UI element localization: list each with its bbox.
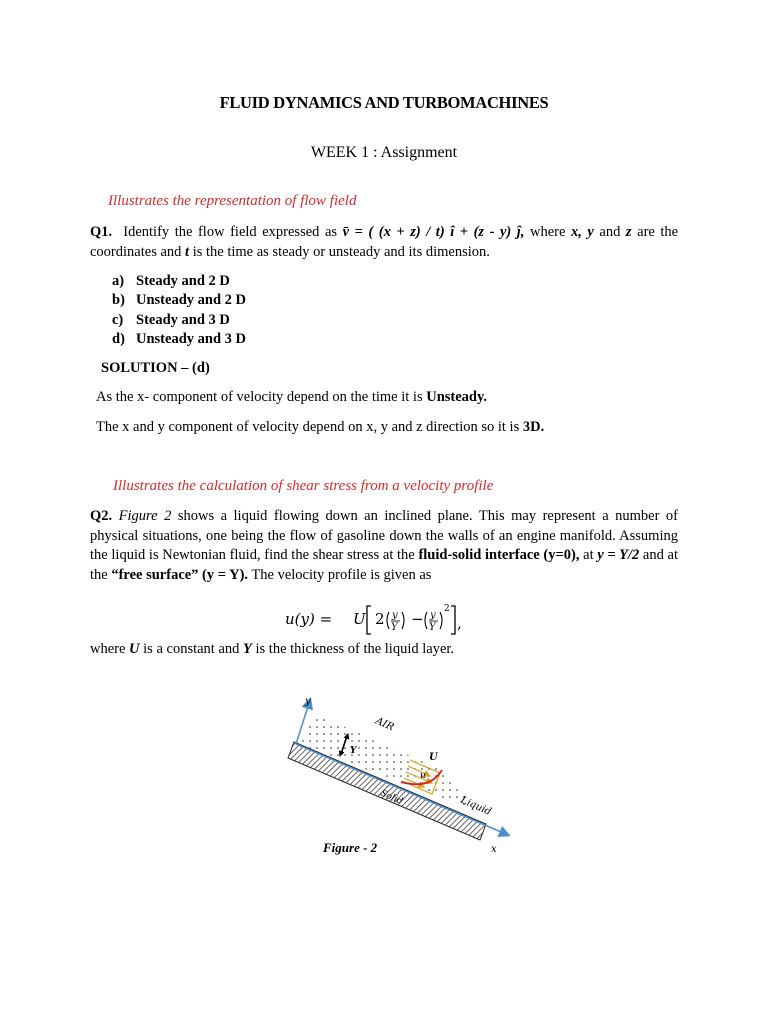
label-U: U — [429, 752, 438, 763]
q1-text-1: Identify the flow field expressed as — [123, 224, 338, 240]
q1-text-4: are the coordinates and — [90, 224, 679, 260]
label-x-axis: x — [491, 844, 497, 855]
q2-question: Q2. Figure 2 shows a liquid flowing down an inclined plane. This may represent a number of physical situations, one being the flow of gasoline down the walls of an engine manifold. Assuming the liquid is Newtonian fluid, find the shear stress at the fluid-solid interface (y=0), at y = Y/2 and at the “free surface” (y = Y). The velocity profile is given as — [90, 508, 679, 583]
option-c: c) Steady and 3 D — [112, 312, 230, 328]
velocity-profile-formula — [285, 600, 485, 644]
q1-var-t: t — [185, 244, 190, 260]
q2-figure-ref: Figure 2 — [118, 508, 172, 524]
q1-text-2: where — [530, 224, 566, 240]
q1-note-1: As the x- component of velocity depend on the time it is Unsteady. — [96, 389, 488, 405]
q2-where-text: where U is a constant and Y is the thickness of the liquid layer. — [90, 641, 455, 657]
formula-comma: , — [457, 614, 462, 632]
label-Y: Y — [350, 746, 357, 756]
option-d: d) Unsteady and 3 D — [112, 331, 246, 347]
q2-number: Q2. — [90, 508, 113, 524]
document-subtitle: WEEK 1 : Assignment — [310, 144, 458, 161]
q1-text-5: is the time as steady or unsteady and its dimension. — [192, 244, 490, 260]
label-y-axis: y — [305, 696, 311, 707]
q1-solution: SOLUTION – (d) — [101, 360, 210, 376]
document-title: FLUID DYNAMICS AND TURBOMACHINES — [219, 93, 549, 112]
label-liquid: Liquid — [458, 794, 493, 818]
q1-section-label: Illustrates the representation of flow field — [108, 193, 357, 209]
q1-question — [90, 222, 678, 262]
formula-lhs: u(y) = — [285, 610, 333, 628]
label-solid: Solid — [378, 788, 404, 808]
q1-note-2: The x and y component of velocity depend on x, y and z direction so it is 3D. — [96, 419, 545, 435]
figure-caption: Figure - 2 — [323, 840, 378, 855]
formula-exponent: 2 — [444, 604, 450, 614]
q1-var-z: z — [625, 224, 632, 240]
option-a: a) Steady and 2 D — [112, 273, 230, 289]
formula-Y-2: Y — [429, 622, 436, 633]
q1-expression: v̄ = ( (x + z) / t) î + (z - y) ĵ, — [342, 224, 525, 240]
label-u: u — [420, 771, 426, 781]
label-air: AIR — [373, 715, 396, 734]
inclined-plane-figure — [280, 690, 510, 860]
formula-minus: − — [411, 610, 424, 628]
q2-section-label: Illustrates the calculation of shear stress from a velocity profile — [113, 478, 494, 494]
formula-y-1: y — [392, 610, 398, 621]
formula-two: 2 — [375, 610, 385, 628]
q1-text-3: and — [599, 224, 621, 240]
formula-Y-1: Y — [391, 622, 398, 633]
q1-vars: x, y — [571, 224, 594, 240]
formula-y-2: y — [430, 610, 436, 621]
formula-svg — [285, 600, 485, 640]
formula-U: U — [353, 610, 366, 628]
option-b: b) Unsteady and 2 D — [112, 292, 246, 308]
q1-number: Q1. — [90, 224, 113, 240]
